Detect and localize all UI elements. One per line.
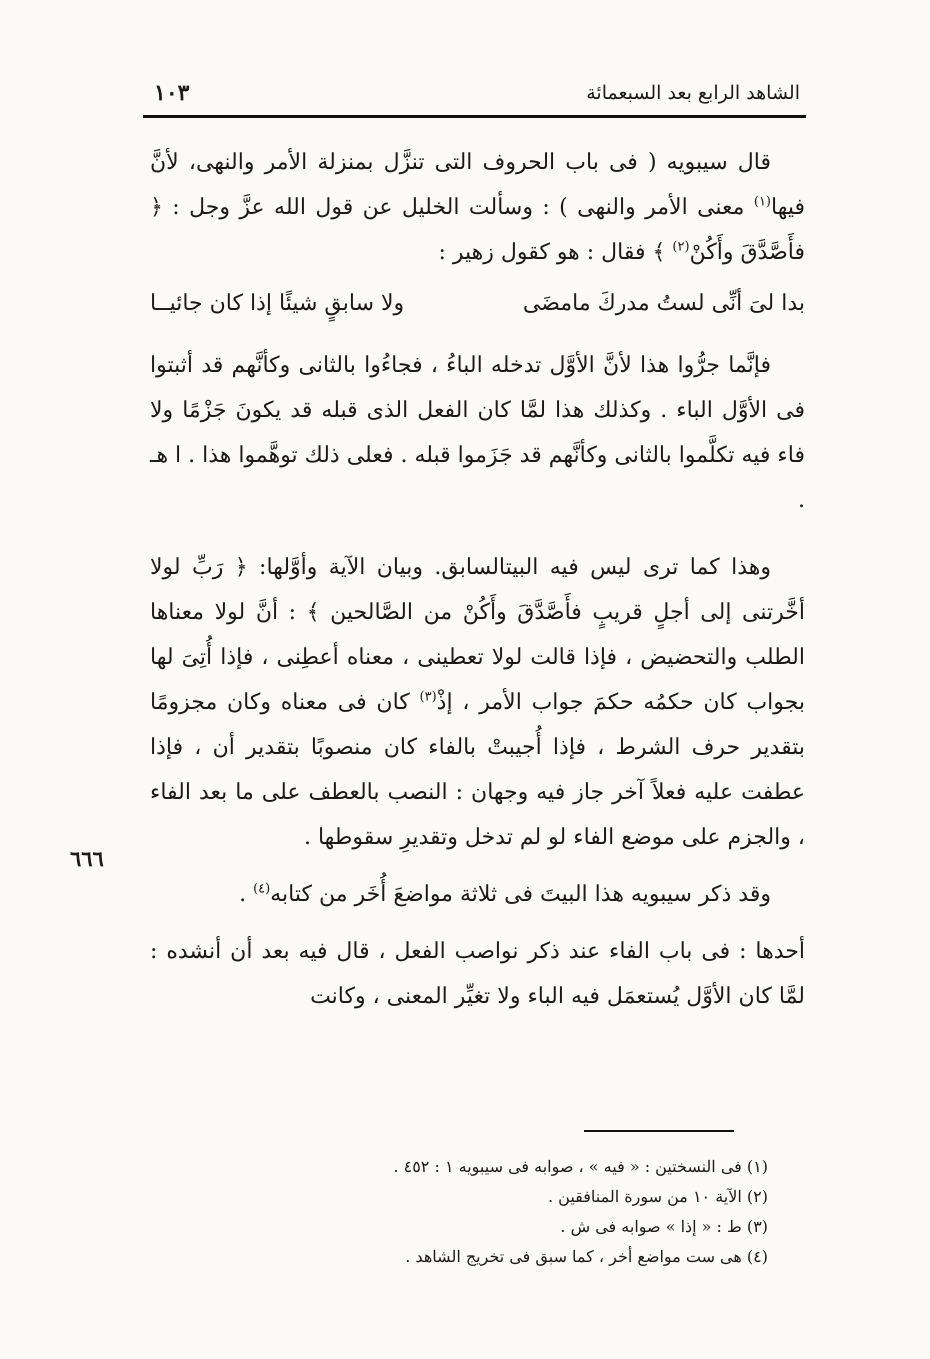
- paragraph-5: أحدها : فى باب الفاء عند ذكر نواصب الفعل ، قال فيه بعد أن أنشده : لمَّا كان الأوَّل يُستعمَل فيه الباء ولا تغيِّر المعنى ، وكانت: [150, 939, 805, 1009]
- paragraph-3-text-a: وهذا كما ترى ليس فيه البيتالسابق. وبيان الآية وأوَّلها: ﴿ رَبِّ لولا أخَّرتنى إلى أجلٍ قريبٍ فأَصَّدَّقَ وأَكُنْ من الصَّالحين ﴾ : أنَّ لولا معناها الطلب والتحضيض ، فإذا قالت لولا تعطينى ، معناه أعطِنى ، فإذا أُتِىَ لها بجواب كان حكمُه حكمَ جواب الأمر ، إذْ: [150, 555, 805, 715]
- page-header: [150, 78, 800, 112]
- page-number: ١٠٣: [154, 80, 190, 106]
- paragraph-1-text-b: معنى الأمر والنهى ) : وسألت الخليل عن قول الله عزَّ وجل : ﴿ فأَصَّدَّقَ وأَكُنْ: [150, 195, 805, 265]
- footnote-ref-3: (٣): [419, 689, 437, 705]
- footnote-4: (٤) هى ست مواضع أخر ، كما سبق فى تخريج الشاهد .: [405, 1247, 768, 1266]
- paragraph-3: [150, 545, 805, 860]
- poem-verse: [150, 285, 805, 331]
- header-rule: [143, 115, 806, 118]
- verse-second-hemistich: ولا سابقٍ شيئًا إذا كان جائيــا: [150, 291, 405, 316]
- running-title: الشاهد الرابع بعد السبعمائة: [586, 82, 800, 104]
- footnotes: [340, 1152, 768, 1272]
- main-text: [150, 140, 805, 1019]
- paragraph-1-text-c: ﴾ فقال : هو كقول زهير :: [438, 240, 673, 265]
- paragraph-1: [150, 140, 805, 275]
- paragraph-4-text-a: وقد ذكر سيبويه هذا البيتَ فى ثلاثة مواضعَ أُخَر من كتابه: [270, 882, 771, 907]
- footnote-ref-2: (٢): [672, 239, 690, 255]
- footnote-rule: [584, 1130, 734, 1132]
- margin-number: ٦٦٦: [70, 846, 104, 871]
- paragraph-3-text-b: كان فى معناه وكان مجزومًا بتقدير حرف الشرط ، فإذا أُجيبتْ بالفاء كان منصوبًا بتقدير أن ، فإذا عطفت عليه فعلاً آخر جاز فيه وجهان : النصب بالعطف على ما بعد الفاء ، والجزم على موضع الفاء لو لم تدخل وتقديرِ سقوطها .: [150, 690, 805, 850]
- paragraph-1-text-a: قال سيبويه ( فى باب الحروف التى تنزَّل بمنزلة الأمر والنهى، لأنَّ فيها: [150, 150, 805, 220]
- verse-first-hemistich: بدا لىَ أنِّى لستُ مدركَ مامضَى: [522, 291, 805, 316]
- footnote-ref-4: (٤): [253, 881, 271, 897]
- footnote-1: (١) فى النسختين : « فيه » ، صوابه فى سيبويه ١ : ٤٥٢ .: [393, 1157, 768, 1176]
- paragraph-4-text-b: .: [239, 882, 254, 907]
- footnote-ref-1: (١): [753, 194, 771, 210]
- footnote-3: (٣) ط : « إذا » صوابه فى ش .: [560, 1217, 768, 1236]
- paragraph-4: [150, 872, 805, 917]
- footnote-2: (٢) الآية ١٠ من سورة المنافقين .: [547, 1187, 768, 1206]
- paragraph-2: فإنَّما جرُّوا هذا لأنَّ الأوَّل تدخله الباءُ ، فجاءُوا بالثانى وكأنَّهم قد أثبتوا فى الأوَّل الباء . وكذلك هذا لمَّا كان الفعل الذى قبله قد يكونَ جَزْمًا ولا فاء فيه تكلَّموا بالثانى وكأنَّهم قد جَزَموا قبله . فعلى ذلك توهَّموا هذا . ا هـ .: [150, 353, 805, 513]
